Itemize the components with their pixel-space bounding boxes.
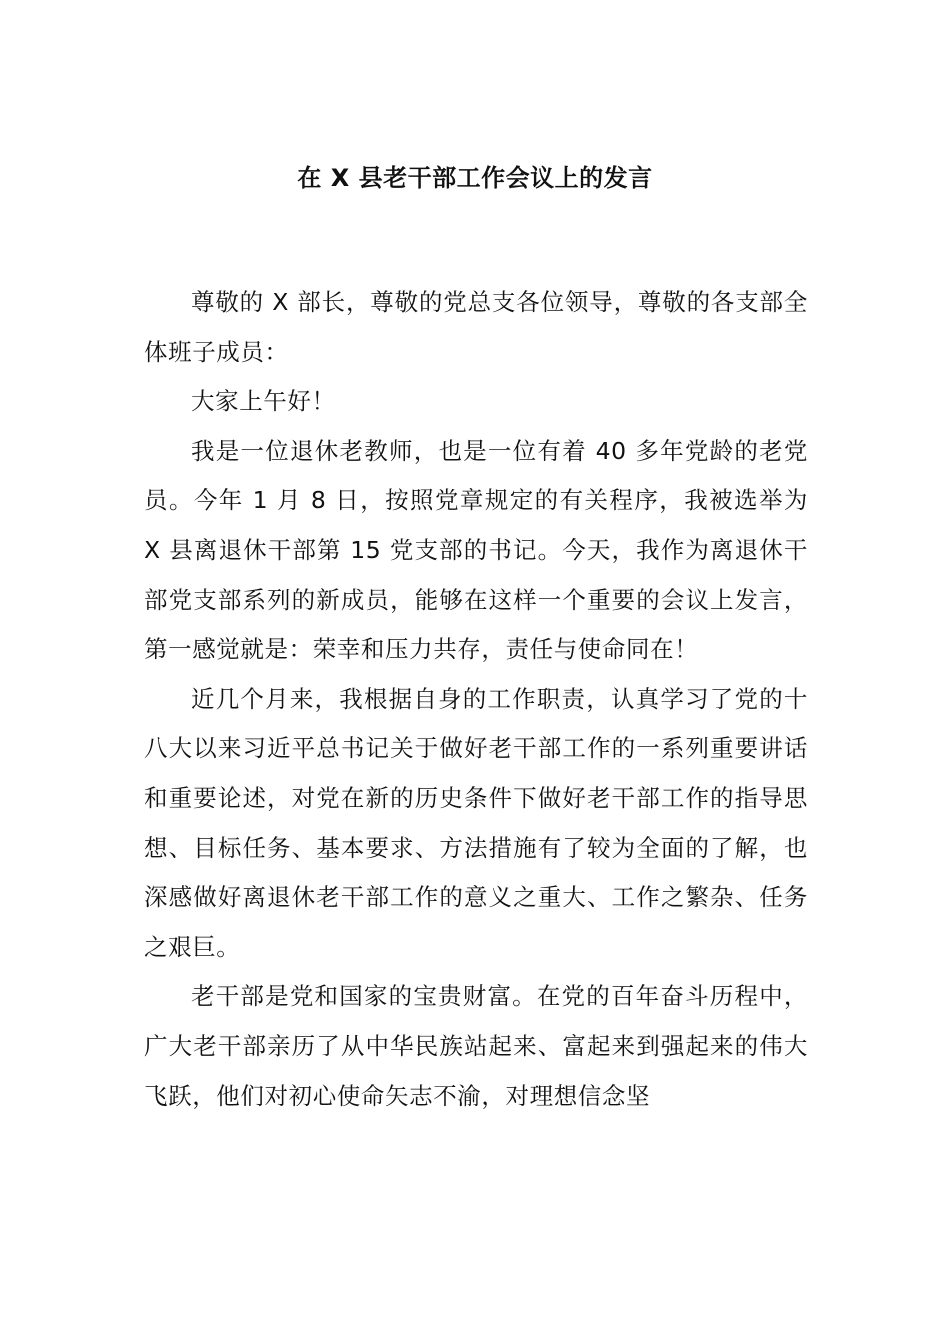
document-body xyxy=(144,278,808,1121)
salutation-paragraph: 尊敬的 X 部长，尊敬的党总支各位领导，尊敬的各支部全体班子成员： xyxy=(144,288,808,366)
veteran-cadres-paragraph: 老干部是党和国家的宝贵财富。在党的百年奋斗历程中，广大老干部亲历了从中华民族站起来、富起来到强起来的伟大飞跃，他们对初心使命矢志不渝，对理想信念坚 xyxy=(144,982,808,1110)
greeting-paragraph: 大家上午好！ xyxy=(191,387,336,416)
introduction-paragraph: 我是一位退休老教师，也是一位有着 40 多年党龄的老党员。今年 1 月 8 日，按照党章规定的有关程序，我被选举为 X 县离退休干部第 15 党支部的书记。今天，我作为离退休干部党支部系列的新成员，能够在这样一个重要的会议上发言，第一感觉就是：荣幸和压力共存，责任与使命同在！ xyxy=(144,436,808,664)
study-paragraph: 近几个月来，我根据自身的工作职责，认真学习了党的十八大以来习近平总书记关于做好老干部工作的一系列重要讲话和重要论述，对党在新的历史条件下做好老干部工作的指导思想、目标任务、基本要求、方法措施有了较为全面的了解，也深感做好离退休老干部工作的意义之重大、工作之繁杂、任务之艰巨。 xyxy=(144,684,808,961)
document-title: 在 X 县老干部工作会议上的发言 xyxy=(297,164,653,192)
